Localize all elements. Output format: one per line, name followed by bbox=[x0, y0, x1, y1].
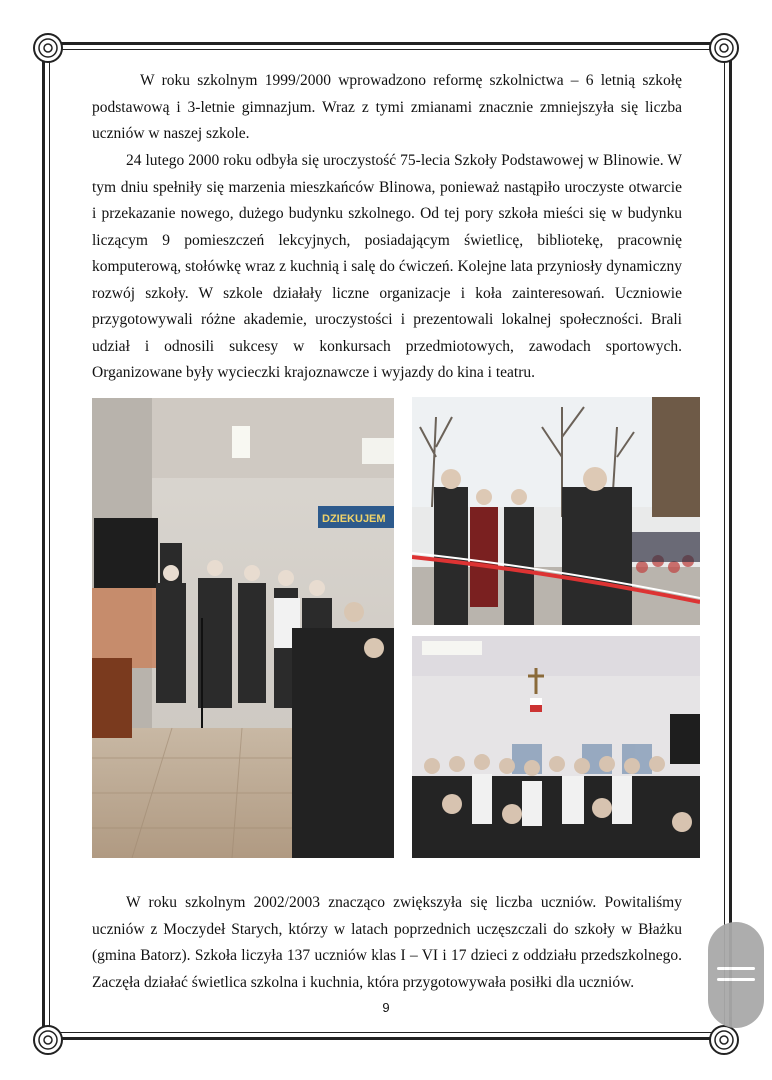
paragraph-reform: W roku szkolnym 1999/2000 wprowadzono reformę szkolnictwa – 6 letnią szkołę podstawową i 3-letnie gimnazjum. Wraz z tymi zmianami znacznie zmniejszyła się liczba uczniów w naszej szkole. bbox=[92, 72, 682, 142]
banner-text: DZIEKUJEM bbox=[322, 513, 386, 525]
photo-hall-ceremony bbox=[92, 398, 394, 858]
corner-ornament-icon bbox=[708, 1024, 740, 1056]
corner-ornament-icon bbox=[32, 1024, 64, 1056]
corner-ornament-icon bbox=[32, 32, 64, 64]
menu-toggle-button[interactable] bbox=[708, 922, 764, 1028]
hamburger-icon bbox=[717, 967, 755, 970]
photo-ribbon-cutting bbox=[412, 397, 700, 625]
corner-ornament-icon bbox=[708, 32, 740, 64]
photo-classroom-assembly bbox=[412, 636, 700, 858]
page-number: 9 bbox=[382, 1000, 390, 1015]
hamburger-icon bbox=[717, 978, 755, 981]
anniversary-paragraph-block bbox=[92, 148, 682, 387]
intro-paragraph bbox=[92, 68, 682, 148]
enrollment-paragraph-block bbox=[92, 890, 682, 996]
paragraph-enrollment: W roku szkolnym 2002/2003 znacząco zwiększyła się liczba uczniów. Powitaliśmy uczniów z Moczydeł Starych, którzy w latach poprzednich uczęszczali do szkoły w Błażku (gmina Batorz). Szkoła liczyła 137 uczniów klas I – VI i 17 dzieci z oddziału przedszkolnego. Zaczęła działać świetlica szkolna i kuchnia, która przygotowywała posiłki dla uczniów. bbox=[92, 894, 682, 991]
paragraph-anniversary: 24 lutego 2000 roku odbyła się uroczystość 75-lecia Szkoły Podstawowej w Blinowie. W tym dniu spełniły się marzenia mieszkańców Blinowa, ponieważ nastąpiło uroczyste otwarcie i przekazanie nowego, dużego budynku szkolnego. Od tej pory szkoła mieści się w budynku liczącym 9 pomieszczeń lekcyjnych, posiadającym świetlicę, bibliotekę, pracownię komputerową, stołówkę wraz z kuchnią i salę do ćwiczeń. Kolejne lata przyniosły dynamiczny rozwój szkoły. W szkole działały liczne organizacje i koła zainteresowań. Uczniowie przygotowywali różne akademie, uroczystości i prezentowali lokalnej społeczności. Brali udział i odnosili sukcesy w konkursach przedmiotowych, zawodach sportowych. Organizowane były wycieczki krajoznawcze i wyjazdy do kina i teatru. bbox=[92, 152, 682, 381]
